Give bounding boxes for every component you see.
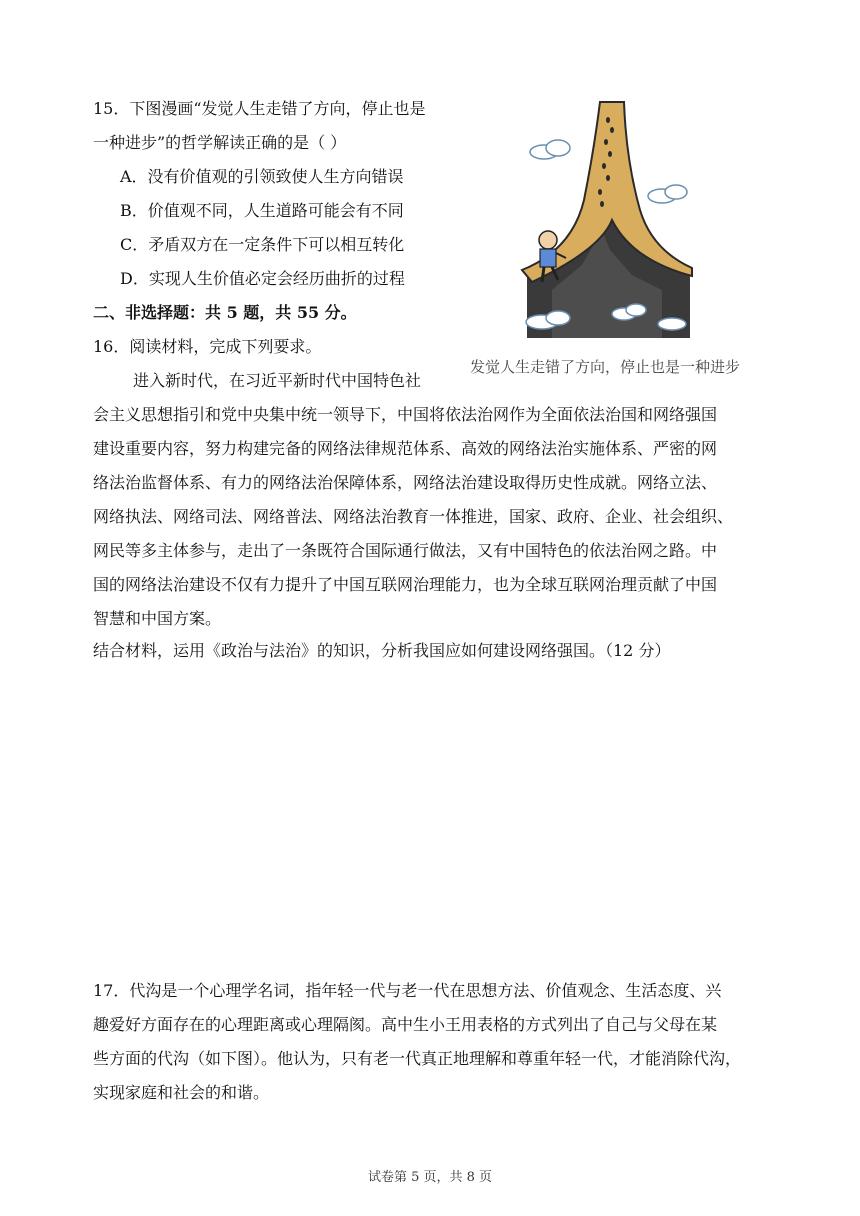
q16-material-line: 会主义思想指引和党中央集中统一领导下，中国将依法治网作为全面依法治国和网络强国 [93, 405, 718, 424]
q15-option-c: C．矛盾双方在一定条件下可以相互转化 [120, 235, 405, 254]
q17-line: 实现家庭和社会的和谐。 [93, 1083, 270, 1102]
q16-material-line: 智慧和中国方案。 [93, 609, 222, 628]
cartoon-illustration-icon [512, 100, 702, 340]
q16-material-line: 进入新时代，在习近平新时代中国特色社 [133, 371, 422, 390]
q16-material-line: 国的网络法治建设不仅有力提升了中国互联网治理能力，也为全球互联网治理贡献了中国 [93, 575, 718, 594]
q15-option-d: D．实现人生价值必定会经历曲折的过程 [120, 269, 405, 288]
q17-line: 17．代沟是一个心理学名词，指年轻一代与老一代在思想方法、价值观念、生活态度、兴 [93, 981, 722, 1000]
q17-line: 些方面的代沟（如下图）。他认为，只有老一代真正地理解和尊重年轻一代，才能消除代沟， [93, 1049, 742, 1068]
section-heading: 二、非选择题：共 5 题，共 55 分。 [93, 303, 357, 322]
q16-material-line: 网络执法、网络司法、网络普法、网络法治教育一体推进，国家、政府、企业、社会组织、 [93, 507, 734, 526]
figure-caption: 发觉人生走错了方向，停止也是一种进步 [470, 358, 741, 376]
q16-material-line: 建设重要内容，努力构建完备的网络法律规范体系、高效的网络法治实施体系、严密的网 [93, 439, 718, 458]
page-footer: 试卷第 5 页，共 8 页 [367, 1170, 493, 1185]
q16-material-line: 网民等多主体参与，走出了一条既符合国际通行做法，又有中国特色的依法治网之路。中 [93, 541, 718, 560]
q17-line: 趣爱好方面存在的心理距离或心理隔阂。高中生小王用表格的方式列出了自己与父母在某 [93, 1015, 718, 1034]
q16-title: 16．阅读材料，完成下列要求。 [93, 337, 322, 356]
q16-material-line: 络法治监督体系、有力的网络法治保障体系，网络法治建设取得历史性成就。网络立法、 [93, 473, 718, 492]
q15-stem-line1: 15．下图漫画“发觉人生走错了方向，停止也是 [93, 99, 426, 118]
q15-option-b: B．价值观不同，人生道路可能会有不同 [120, 201, 404, 220]
q15-stem-line2: 一种进步”的哲学解读正确的是（ ） [93, 133, 347, 152]
q15-option-a: A．没有价值观的引领致使人生方向错误 [120, 167, 404, 186]
q16-question: 结合材料，运用《政治与法治》的知识，分析我国应如何建设网络强国。（12 分） [93, 641, 671, 660]
